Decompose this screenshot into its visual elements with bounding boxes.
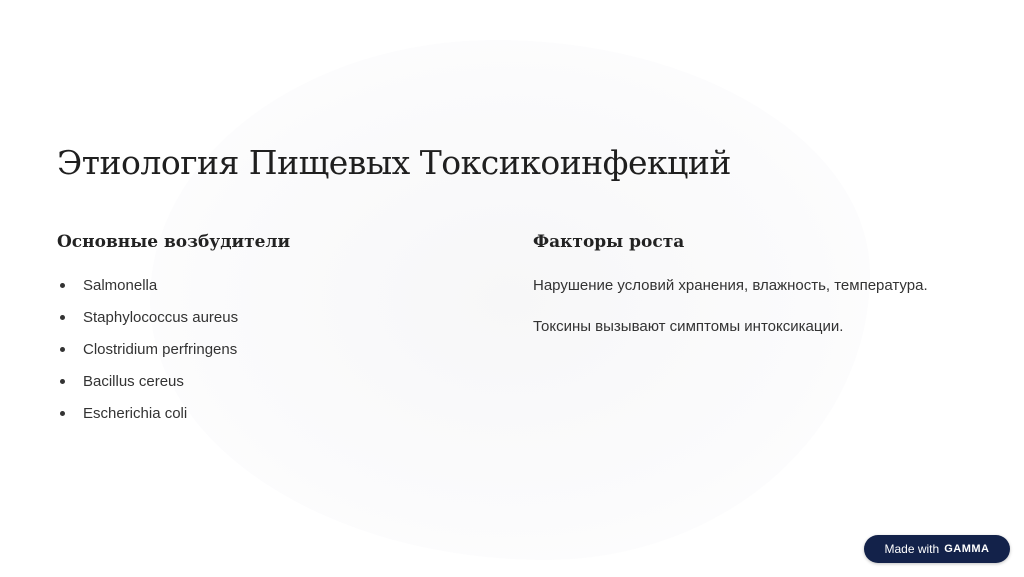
badge-prefix: Made with <box>884 542 940 556</box>
list-item <box>57 270 238 302</box>
list-item-label: Salmonella <box>83 277 158 294</box>
list-item-label: Escherichia coli <box>83 405 188 422</box>
list-item <box>57 302 238 334</box>
toxins-paragraph: Токсины вызывают симптомы интоксикации. <box>533 318 844 335</box>
bullet-icon <box>60 347 65 352</box>
list-item <box>57 398 238 430</box>
list-item <box>57 366 238 398</box>
growth-factors-heading: Факторы роста <box>533 232 685 252</box>
bullet-icon <box>60 283 65 288</box>
bullet-icon <box>60 411 65 416</box>
bullet-icon <box>60 315 65 320</box>
list-item-label: Staphylococcus aureus <box>83 309 239 326</box>
growth-factors-paragraph: Нарушение условий хранения, влажность, температура. <box>533 277 928 294</box>
pathogens-heading: Основные возбудители <box>57 232 291 252</box>
list-item-label: Bacillus cereus <box>83 373 184 390</box>
gamma-logo: GAMMA <box>944 543 990 555</box>
made-with-gamma-button[interactable] <box>864 535 1010 563</box>
pathogens-list <box>57 270 238 430</box>
list-item-label: Clostridium perfringens <box>83 341 238 358</box>
bullet-icon <box>60 379 65 384</box>
list-item <box>57 334 238 366</box>
slide-title: Этиология Пищевых Токсикоинфекций <box>57 143 731 182</box>
